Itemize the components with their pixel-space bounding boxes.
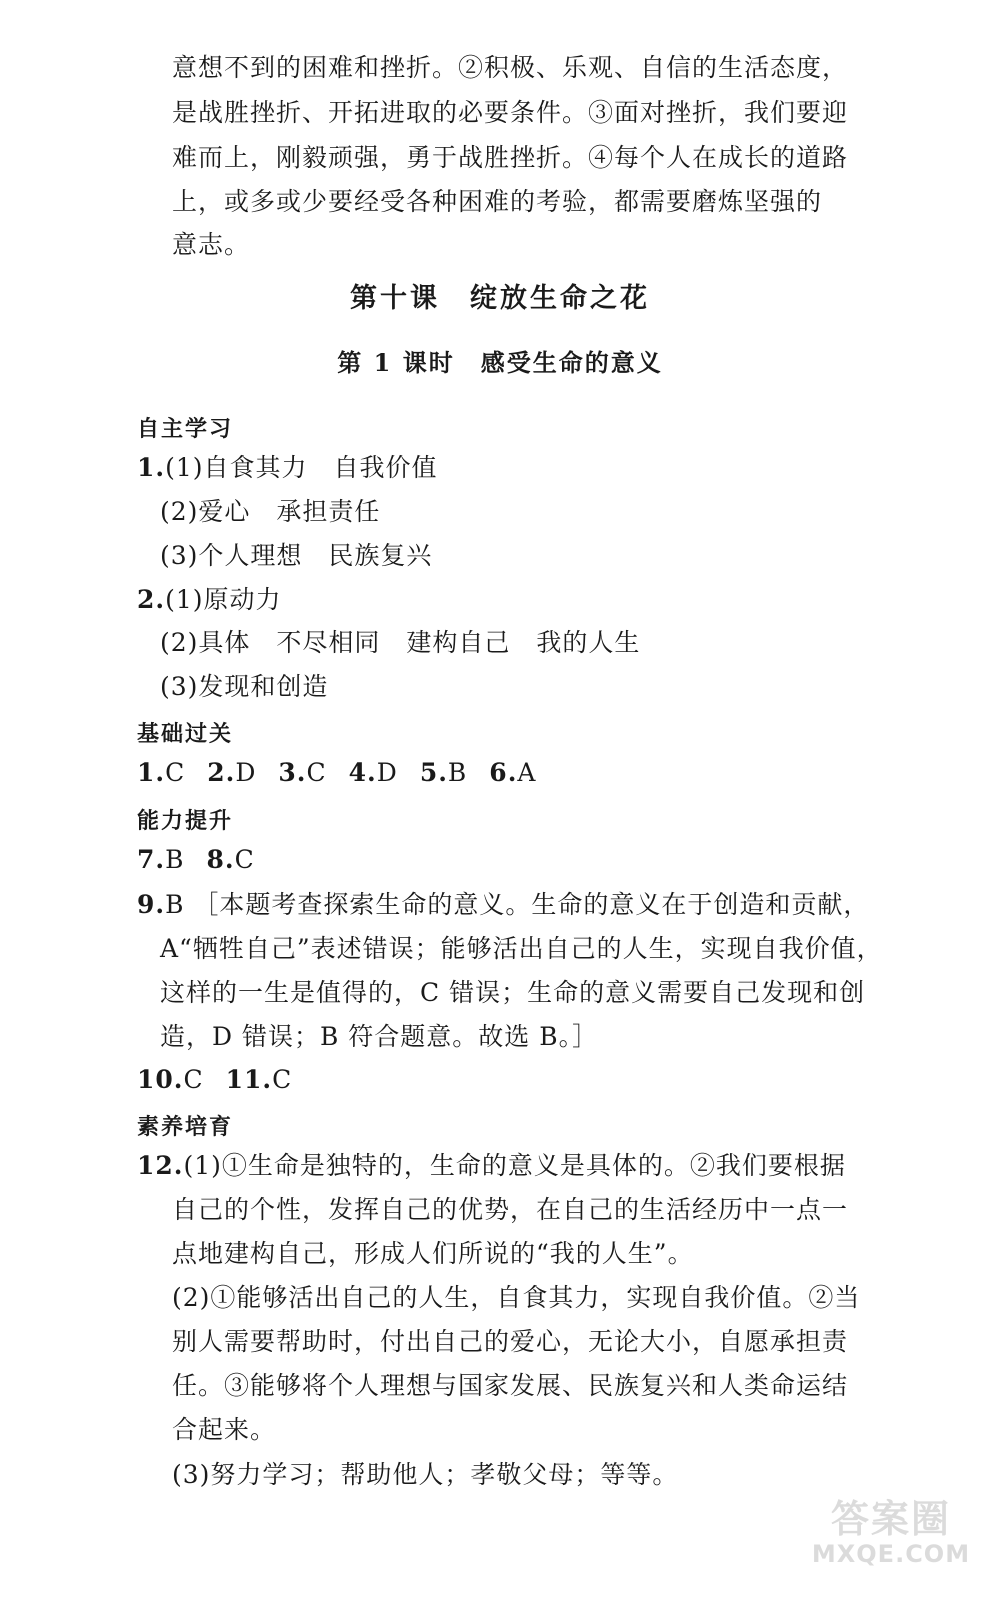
answer-line: (2)①能够活出自己的人生，自食其力，实现自我价值。②当 [172, 1283, 861, 1312]
intro-line: 难而上，刚毅顽强，勇于战胜挫折。④每个人在成长的道路 [172, 143, 849, 172]
watermark-logo [806, 1498, 976, 1578]
answer-line: 合起来。 [172, 1415, 277, 1444]
question-number: 4. [348, 758, 377, 787]
question-number: 9. [137, 890, 166, 919]
heading-zizhu: 自主学习 [137, 417, 234, 442]
answer-choice: C [306, 758, 327, 787]
answer-line: 点地建构自己，形成人们所说的“我的人生”。 [172, 1239, 694, 1268]
heading-jichu: 基础过关 [137, 722, 234, 747]
answer-text: (1)自食其力 自我价值 [165, 453, 438, 482]
answer-line: 别人需要帮助时，付出自己的爱心，无论大小，自愿承担责 [172, 1327, 849, 1356]
heading-nengli: 能力提升 [137, 809, 234, 834]
watermark-url: MXQE.COM [811, 1540, 971, 1568]
lesson-title: 第十课 绽放生命之花 [350, 283, 650, 314]
answer-choice: D [376, 758, 398, 787]
heading-suyang: 素养培育 [137, 1115, 234, 1140]
question-number: 1. [137, 758, 166, 787]
answer-choice: A [517, 758, 537, 787]
intro-line: 上，或多或少要经受各种困难的考验，都需要磨炼坚强的 [172, 187, 823, 216]
answer-choice: D [235, 758, 257, 787]
question-12 [137, 1150, 846, 1182]
answer-choice: C [272, 1065, 293, 1094]
question-number: 10. [137, 1065, 184, 1094]
question-1 [137, 452, 438, 484]
answers-row [137, 757, 536, 789]
question-number: 2. [207, 758, 236, 787]
answer-line: 任。③能够将个人理想与国家发展、民族复兴和人类命运结 [172, 1371, 849, 1400]
answer-choice: C [165, 758, 186, 787]
answers-row [137, 844, 255, 876]
question-number: 3. [278, 758, 307, 787]
question-number: 6. [489, 758, 518, 787]
explanation-line: 这样的一生是值得的，C 错误；生命的意义需要自己发现和创 [160, 978, 866, 1007]
answer-choice: B [447, 758, 468, 787]
intro-line: 意想不到的困难和挫折。②积极、乐观、自信的生活态度， [172, 53, 849, 82]
question-number: 5. [419, 758, 448, 787]
explanation-line: A“牺牲自己”表述错误；能够活出自己的人生，实现自我价值， [160, 934, 883, 963]
answer-line: 自己的个性，发挥自己的优势，在自己的生活经历中一点一 [172, 1195, 849, 1224]
answers-row [137, 1064, 292, 1096]
question-number: 1. [137, 453, 166, 482]
answer-line: (3)个人理想 民族复兴 [160, 541, 433, 570]
answer-line: (3)发现和创造 [160, 672, 329, 701]
answer-line: (2)爱心 承担责任 [160, 497, 381, 526]
answer-line: (3)努力学习；帮助他人；孝敬父母；等等。 [172, 1460, 679, 1489]
explanation-text: B ［本题考查探索生命的意义。生命的意义在于创造和贡献， [165, 890, 870, 919]
intro-line: 意志。 [172, 230, 251, 259]
question-number: 2. [137, 585, 166, 614]
question-number: 8. [206, 845, 235, 874]
intro-line: 是战胜挫折、开拓进取的必要条件。③面对挫折，我们要迎 [172, 98, 849, 127]
question-number: 11. [225, 1065, 273, 1094]
section-title: 第 1 课时 感受生命的意义 [337, 348, 663, 377]
question-number: 7. [137, 845, 166, 874]
question-2 [137, 584, 282, 616]
explanation-line: 造，D 错误；B 符合题意。故选 B。］ [160, 1022, 599, 1051]
watermark-title: 答案圈 [830, 1497, 951, 1541]
answer-line: (2)具体 不尽相同 建构自己 我的人生 [160, 628, 641, 657]
answer-text: (1)①生命是独特的，生命的意义是具体的。②我们要根据 [183, 1151, 846, 1180]
question-9 [137, 889, 869, 921]
question-number: 12. [137, 1151, 184, 1180]
answer-choice: C [183, 1065, 204, 1094]
answer-choice: C [234, 845, 255, 874]
answer-choice: B [165, 845, 185, 874]
answer-text: (1)原动力 [165, 585, 282, 614]
